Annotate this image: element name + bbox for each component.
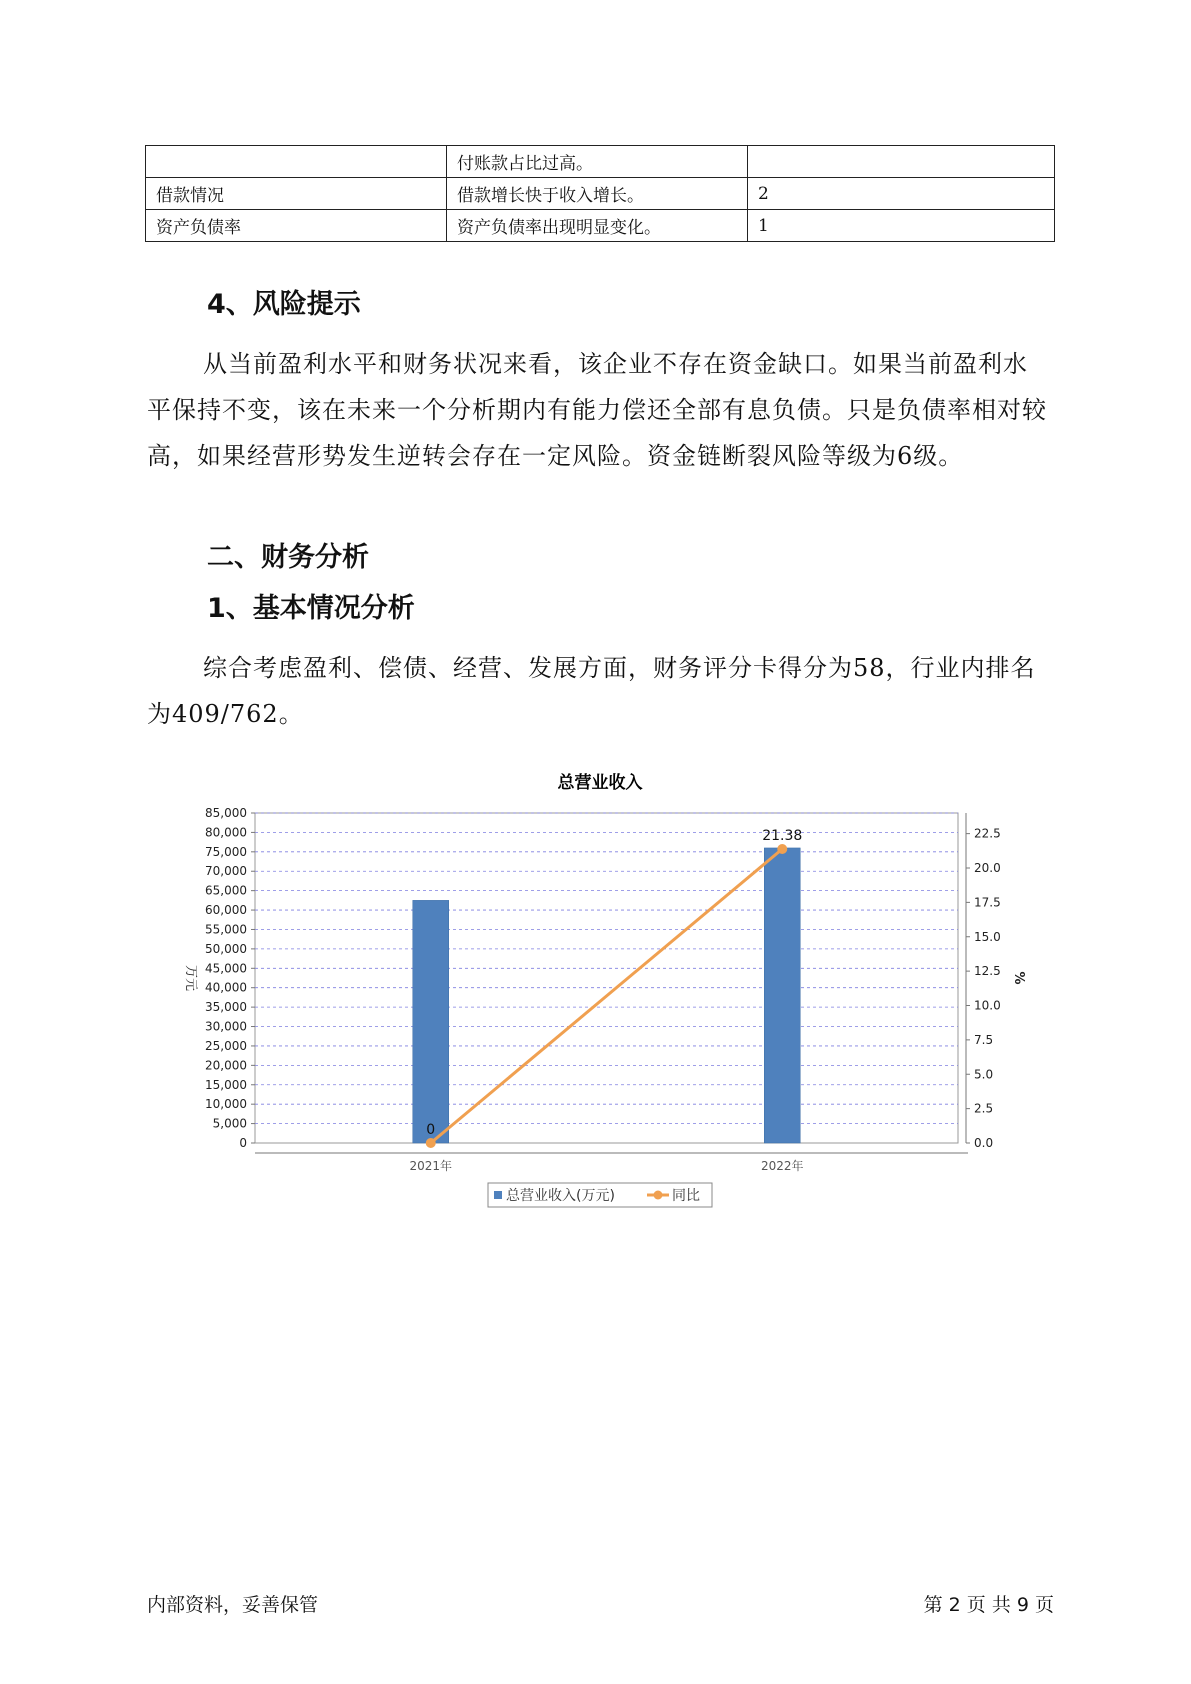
table-row bbox=[146, 146, 1055, 178]
y-tick-label: 70,000 bbox=[205, 864, 247, 879]
legend-label: 总营业收入(万元) bbox=[506, 1188, 615, 1204]
footer-confidential: 内部资料，妥善保管 bbox=[147, 1594, 319, 1616]
chart-plot-area bbox=[183, 806, 1026, 1207]
y-tick-label: 20,000 bbox=[205, 1058, 247, 1073]
y-tick-label: 55,000 bbox=[205, 922, 247, 937]
y2-tick-label: 0.0 bbox=[974, 1136, 994, 1150]
y2-tick-label: 17.5 bbox=[974, 895, 1001, 910]
table-cell: 付账款占比过高。 bbox=[447, 146, 748, 178]
y-tick-label: 10,000 bbox=[205, 1097, 247, 1112]
finance-heading: 二、财务分析 bbox=[207, 542, 369, 573]
y2-tick-label: 12.5 bbox=[974, 964, 1001, 979]
data-label: 0 bbox=[426, 1122, 436, 1138]
y2-axis-label: % bbox=[1011, 971, 1026, 985]
risk-paragraph bbox=[147, 341, 1052, 479]
y-tick-label: 35,000 bbox=[205, 1000, 247, 1015]
table-cell: 资产负债率 bbox=[146, 210, 447, 242]
legend-label: 同比 bbox=[672, 1188, 700, 1204]
x-tick-label: 2021年 bbox=[409, 1159, 453, 1173]
y-tick-label: 15,000 bbox=[205, 1077, 247, 1092]
basic-analysis-heading: 1、基本情况分析 bbox=[207, 593, 415, 624]
table-cell bbox=[748, 146, 1055, 178]
y2-tick-label: 22.5 bbox=[974, 826, 1001, 841]
x-tick-label: 2022年 bbox=[760, 1159, 804, 1173]
risk-heading: 4、风险提示 bbox=[207, 289, 361, 320]
y-tick-label: 45,000 bbox=[205, 961, 247, 976]
revenue-chart bbox=[180, 760, 1026, 1220]
legend-swatch-marker bbox=[654, 1191, 663, 1200]
data-label: 21.38 bbox=[762, 828, 803, 845]
risk-paragraph-text: 从当前盈利水平和财务状况来看，该企业不存在资金缺口。如果当前盈利水平保持不变，该在未来一个分析期内有能力偿还全部有息负债。只是负债率相对较高，如果经营形势发生逆转会存在一定风险。资金链断裂风险等级为6级。 bbox=[147, 350, 1047, 470]
y-tick-label: 50,000 bbox=[205, 941, 247, 956]
y-tick-label: 60,000 bbox=[205, 903, 247, 918]
y2-tick-label: 2.5 bbox=[974, 1101, 994, 1116]
y-tick-label: 25,000 bbox=[205, 1038, 247, 1053]
finance-paragraph-text: 综合考虑盈利、偿债、经营、发展方面，财务评分卡得分为58，行业内排名为409/762。 bbox=[147, 654, 1036, 728]
y-tick-label: 75,000 bbox=[205, 844, 247, 859]
y2-tick-label: 15.0 bbox=[974, 929, 1001, 944]
y-axis-label: 万元 bbox=[183, 964, 198, 992]
legend-swatch-bar bbox=[494, 1191, 502, 1199]
y2-tick-label: 20.0 bbox=[974, 861, 1001, 875]
y-tick-label: 5,000 bbox=[212, 1116, 247, 1131]
y-tick-label: 0 bbox=[239, 1136, 247, 1150]
plot-frame bbox=[255, 813, 958, 1143]
y2-tick-label: 5.0 bbox=[974, 1067, 994, 1082]
y2-tick-label: 7.5 bbox=[974, 1032, 994, 1047]
y-tick-label: 40,000 bbox=[205, 980, 247, 995]
table-cell bbox=[146, 146, 447, 178]
table-cell: 借款情况 bbox=[146, 178, 447, 210]
y-tick-label: 65,000 bbox=[205, 883, 247, 898]
table-cell: 借款增长快于收入增长。 bbox=[447, 178, 748, 210]
table-row bbox=[146, 210, 1055, 242]
table-cell: 1 bbox=[748, 210, 1055, 242]
table-row bbox=[146, 178, 1055, 210]
bar bbox=[764, 848, 800, 1143]
y-tick-label: 30,000 bbox=[205, 1019, 247, 1034]
table-cell: 资产负债率出现明显变化。 bbox=[447, 210, 748, 242]
risk-table bbox=[145, 145, 1055, 242]
table-cell: 2 bbox=[748, 178, 1055, 210]
y-tick-label: 80,000 bbox=[205, 825, 247, 840]
footer-page-number: 第 2 页 共 9 页 bbox=[923, 1594, 1054, 1616]
chart-title: 总营业收入 bbox=[557, 773, 643, 793]
bar bbox=[413, 900, 449, 1143]
y2-tick-label: 10.0 bbox=[974, 998, 1001, 1013]
y-tick-label: 85,000 bbox=[205, 806, 247, 820]
finance-paragraph bbox=[147, 645, 1052, 737]
series-point bbox=[777, 844, 787, 854]
series-point bbox=[426, 1138, 436, 1148]
